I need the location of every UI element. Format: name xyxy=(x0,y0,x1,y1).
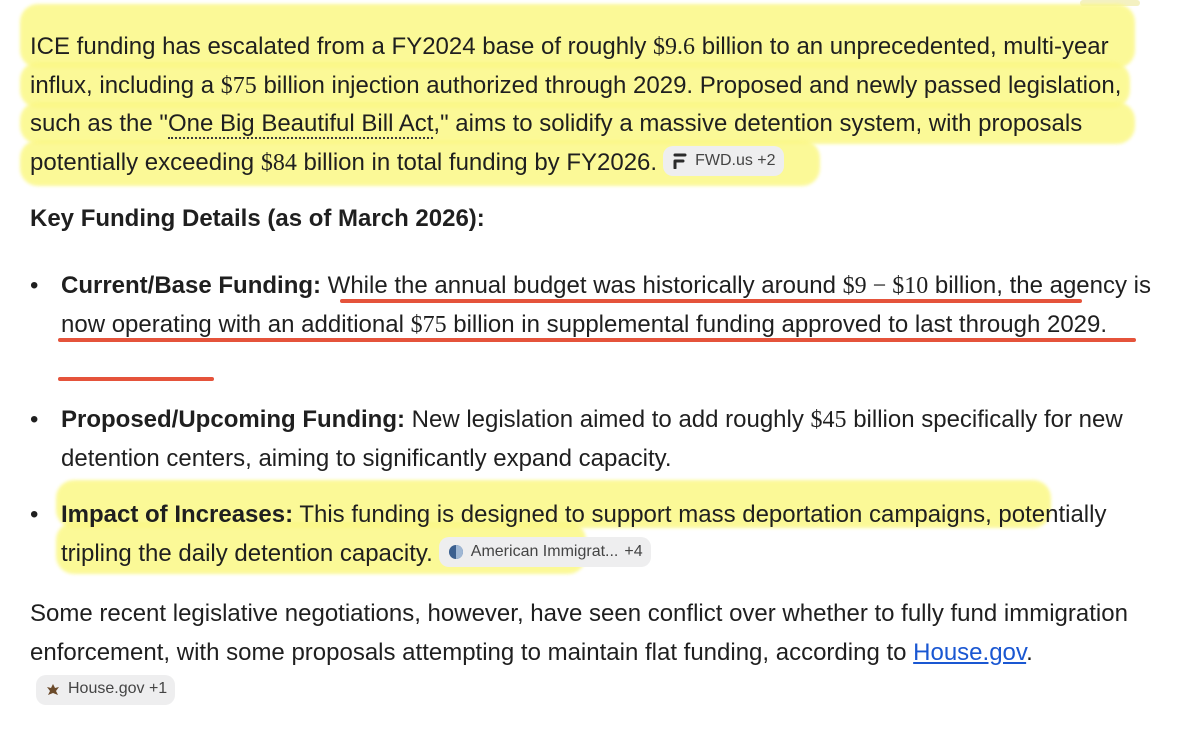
bullet-dot: • xyxy=(30,501,39,528)
text-span: Some recent legislative negotiations, however, have seen conflict over whether to fully fund immigration enforcement, with some proposals attempting to maintain flat funding, according to xyxy=(30,600,1128,666)
globe-icon xyxy=(447,543,465,561)
item-label: Impact of Increases: xyxy=(61,501,294,528)
money-value: $75 xyxy=(410,311,447,338)
source-chip-label: FWD.us +2 xyxy=(695,151,776,169)
text-span: billion specifically for new detention centers, aiming to significantly expand capacity. xyxy=(61,406,1123,472)
source-chip-label: American Immigrat... xyxy=(470,542,619,560)
house-gov-link[interactable]: House.gov xyxy=(913,638,1027,666)
item-label: Current/Base Funding: xyxy=(61,272,322,299)
list-item xyxy=(30,496,1170,573)
section-heading: Key Funding Details (as of March 2026): xyxy=(30,205,485,232)
text-span: billion in total funding by FY2026. xyxy=(296,148,658,176)
underline-mark xyxy=(340,299,1082,303)
intro-paragraph xyxy=(30,28,1165,182)
money-value: $84 xyxy=(260,149,297,176)
list-item xyxy=(30,401,1170,478)
money-value: $9.6 xyxy=(653,34,696,60)
fwd-logo-icon xyxy=(671,152,689,170)
bullet-dot: • xyxy=(30,272,39,299)
underline-mark xyxy=(58,338,1136,342)
text-span: ," aims to solidify a massive detention system, with proposals potentially exceeding xyxy=(30,110,1083,176)
source-chip-aic[interactable] xyxy=(439,537,651,567)
underline-mark xyxy=(58,377,214,381)
money-value: $45 xyxy=(810,407,847,433)
text-span: billion in supplemental funding approved to last through 2029. xyxy=(446,310,1108,338)
text-span: . xyxy=(1026,638,1033,666)
list-item xyxy=(30,267,1170,344)
money-value: $9 − $10 xyxy=(842,273,929,299)
text-span: ICE funding has escalated from a FY2024 base of roughly xyxy=(30,33,654,60)
money-value: $75 xyxy=(220,72,257,99)
text-span: New legislation aimed to add roughly xyxy=(404,406,811,433)
bill-name-link[interactable]: One Big Beautiful Bill Act xyxy=(167,110,434,137)
text-span: billion injection authorized through 2029. Proposed and newly passed legislation, such as the " xyxy=(30,71,1122,137)
closing-paragraph xyxy=(30,595,1170,711)
source-chip-label: House.gov +1 xyxy=(68,680,168,698)
bullet-dot: • xyxy=(30,406,39,433)
seal-icon xyxy=(44,681,62,699)
text-span: billion, the agency is now operating with an additional xyxy=(61,272,1151,338)
source-chip-house[interactable] xyxy=(36,675,175,705)
text-span: This funding is designed to support mass deportation campaigns, potentially tripling the daily detention capacity. xyxy=(61,501,1107,567)
item-label: Proposed/Upcoming Funding: xyxy=(61,406,405,433)
source-chip-count: +4 xyxy=(624,542,643,560)
text-span: While the annual budget was historically around xyxy=(321,272,843,299)
source-chip-fwd[interactable] xyxy=(663,146,783,176)
text-span: billion to an unprecedented, multi-year influx, including a xyxy=(30,33,1109,99)
